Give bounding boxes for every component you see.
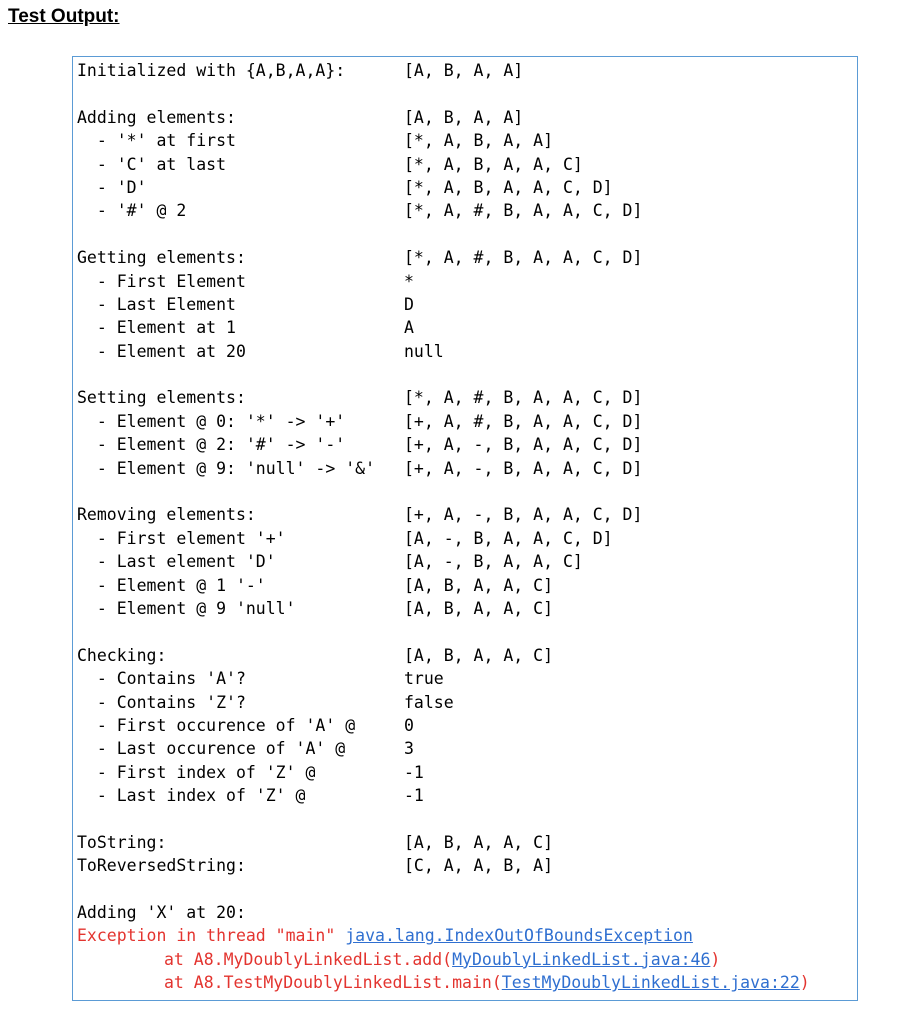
row-label: - 'D' [77,177,147,197]
output-row [77,854,857,877]
row-value: [*, A, #, B, A, A, C, D] [404,388,643,408]
row-label: - Element @ 2: '#' -> '-' [77,435,346,455]
row-value: [*, A, B, A, A] [404,131,554,151]
row-value: [A, -, B, A, A, C, D] [404,528,613,548]
row-label: - First Element [77,271,246,291]
output-row [77,457,857,480]
row-value: [A, B, A, A, C] [404,598,554,618]
output-row [77,246,857,269]
row-label: Initialized with {A,B,A,A}: [77,61,346,80]
output-row [77,433,857,456]
stack-trace-prefix: at A8.MyDoublyLinkedList.add( [164,949,453,969]
row-label: - Last Element [77,294,236,314]
row-value: 3 [404,739,414,759]
row-label: - Last element 'D' [77,552,276,572]
row-value: * [404,271,414,291]
stack-trace-suffix: ) [799,973,810,993]
output-row [77,527,857,550]
stack-trace-source-link[interactable]: MyDoublyLinkedList.java:46 [452,949,711,969]
adding-x-line [77,901,857,924]
output-section [77,831,857,878]
row-value: [*, A, B, A, A, C] [404,154,583,174]
output-row [77,410,857,433]
row-label: - Element at 1 [77,318,236,338]
output-row [77,106,857,129]
row-value: D [404,294,414,314]
section-spacer [77,363,857,386]
output-row [77,386,857,409]
output-row [77,176,857,199]
output-row [77,831,857,854]
output-row [77,691,857,714]
row-value: [A, B, A, A, C] [404,575,554,595]
row-value: [A, B, A, A] [404,61,524,80]
row-label: Adding elements: [77,107,236,127]
output-row [77,153,857,176]
row-value: [A, B, A, A] [404,107,524,127]
row-label: - Last occurence of 'A' @ [77,739,346,759]
output-row [77,667,857,690]
row-value: -1 [404,786,424,806]
adding-x-label: Adding 'X' at 20: [77,903,246,923]
row-value: [C, A, A, B, A] [404,856,554,876]
output-row [77,737,857,760]
row-label: Getting elements: [77,248,246,268]
row-label: - First occurence of 'A' @ [77,715,356,735]
row-value: A [404,318,414,338]
row-label: - Contains 'Z'? [77,692,246,712]
row-label: - Element @ 9: 'null' -> '&' [77,458,376,478]
row-value: [+, A, -, B, A, A, C, D] [404,505,643,525]
output-section [77,246,857,363]
section-spacer [77,808,857,831]
output-section [77,106,857,223]
output-row [77,293,857,316]
output-row [77,761,857,784]
section-spacer [77,480,857,503]
exception-prefix: Exception in thread "main" [77,926,346,946]
exception-class-link[interactable]: java.lang.IndexOutOfBoundsException [345,926,693,946]
output-row [77,199,857,222]
console-output [72,56,858,1001]
stack-trace-line [77,948,857,971]
row-value: [A, B, A, A, C] [404,645,554,665]
output-section [77,503,857,620]
output-row [77,316,857,339]
section-spacer [77,878,857,901]
section-spacer [77,620,857,643]
row-label: - Element at 20 [77,341,246,361]
row-value: 0 [404,715,414,735]
stack-trace-line [77,971,857,994]
output-section [77,644,857,808]
row-value: [A, B, A, A, C] [404,832,554,852]
section-spacer [77,223,857,246]
output-row [77,597,857,620]
output-row [77,574,857,597]
row-label: - First index of 'Z' @ [77,762,316,782]
row-label: - Element @ 1 '-' [77,575,266,595]
row-label: Checking: [77,645,167,665]
row-value: -1 [404,762,424,782]
output-row [77,340,857,363]
row-label: - Last index of 'Z' @ [77,786,306,806]
row-value: null [404,341,444,361]
output-row [77,503,857,526]
output-row [77,714,857,737]
row-label: Setting elements: [77,388,246,408]
stack-trace-source-link[interactable]: TestMyDoublyLinkedList.java:22 [501,973,800,993]
row-value: [+, A, #, B, A, A, C, D] [404,411,643,431]
output-section [77,59,857,82]
row-label: - 'C' at last [77,154,227,174]
row-label: - First element '+' [77,528,286,548]
page-heading: Test Output: [8,6,120,27]
row-value: false [404,692,454,712]
output-row [77,550,857,573]
exception-line [77,924,857,947]
output-row [77,129,857,152]
row-value: [*, A, #, B, A, A, C, D] [404,201,643,221]
row-value: [+, A, -, B, A, A, C, D] [404,458,643,478]
row-label: - Element @ 0: '*' -> '+' [77,411,346,431]
output-row [77,270,857,293]
output-row [77,59,857,82]
output-section [77,386,857,480]
section-spacer [77,82,857,105]
row-label: - '*' at first [77,131,236,151]
row-label: - Contains 'A'? [77,669,246,689]
row-label: ToString: [77,832,167,852]
stack-trace-suffix: ) [710,949,721,969]
row-value: [+, A, -, B, A, A, C, D] [404,435,643,455]
row-label: Removing elements: [77,505,256,525]
row-value: [*, A, #, B, A, A, C, D] [404,248,643,268]
output-row [77,644,857,667]
row-label: - '#' @ 2 [77,201,187,221]
row-value: [A, -, B, A, A, C] [404,552,583,572]
output-row [77,784,857,807]
stack-trace-prefix: at A8.TestMyDoublyLinkedList.main( [164,973,502,993]
row-label: ToReversedString: [77,856,246,876]
output-sections [77,59,857,901]
row-value: [*, A, B, A, A, C, D] [404,177,613,197]
row-label: - Element @ 9 'null' [77,598,296,618]
row-value: true [404,669,444,689]
